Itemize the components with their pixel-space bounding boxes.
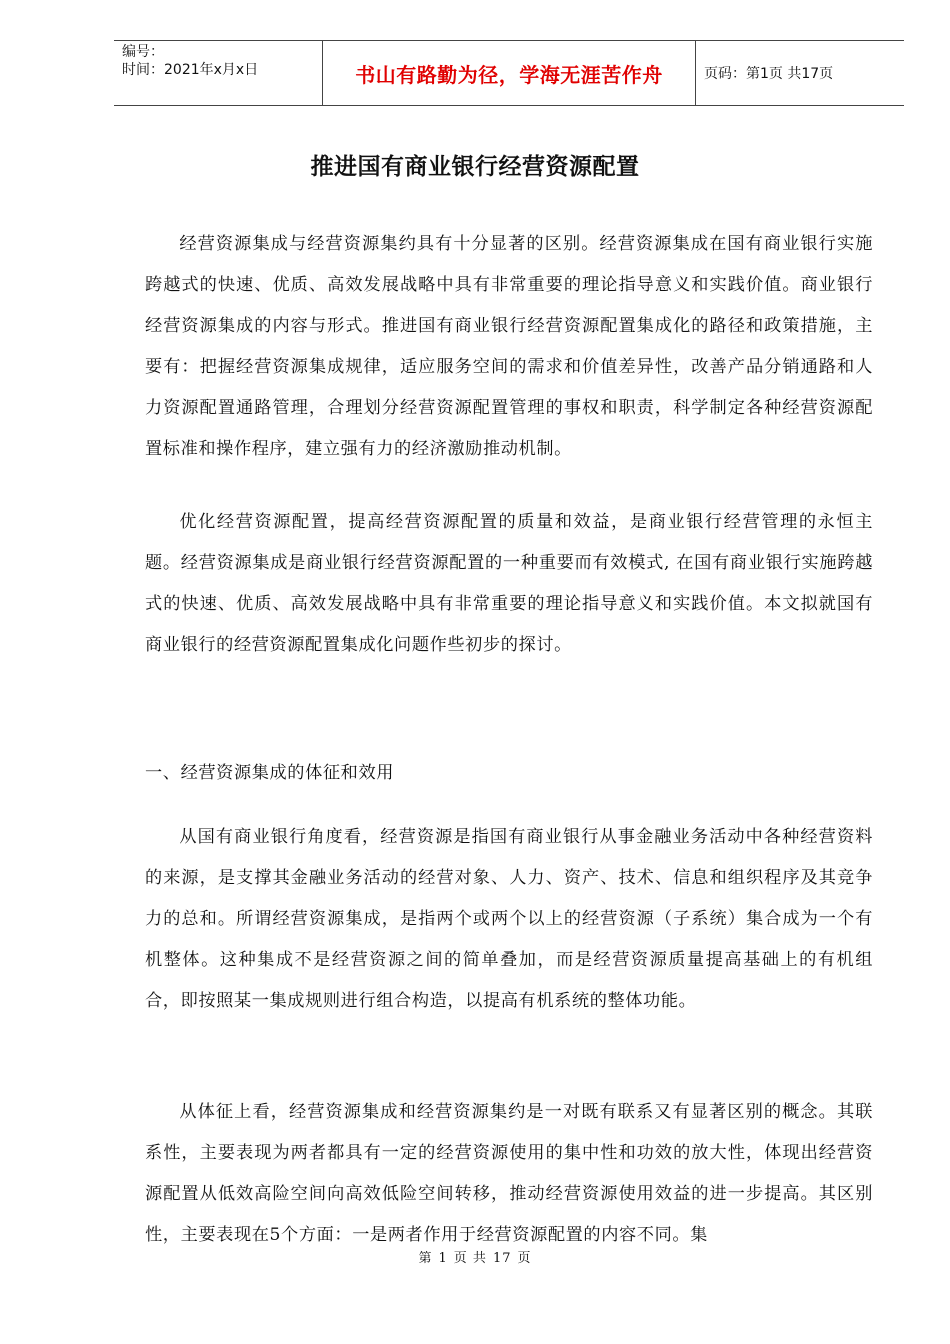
footer-prefix: 第 bbox=[418, 1251, 433, 1266]
paragraph: 经营资源集成与经营资源集约具有十分显著的区别。经营资源集成在国有商业银行实施跨越式的快速、优质、高效发展战略中具有非常重要的理论指导意义和实践价值。商业银行经营资源集成的内容与形式。推进国有商业银行经营资源配置集成化的路径和政策措施，主要有：把握经营资源集成规律，适应服务空间的需求和价值差异性，改善产品分销通路和人力资源配置通路管理，合理划分经营资源配置管理的事权和职责，科学制定各种经营资源配置标准和操作程序，建立强有力的经济激励推动机制。 bbox=[145, 234, 873, 459]
paragraph-block-3 bbox=[145, 817, 873, 1022]
number-label: 编号： bbox=[122, 44, 164, 60]
section-heading-block bbox=[145, 758, 873, 788]
footer-total-pages: 17 bbox=[492, 1251, 512, 1266]
footer-middle: 页 共 bbox=[453, 1251, 487, 1266]
page-footer bbox=[0, 1247, 950, 1266]
paragraph-block-1 bbox=[145, 224, 873, 470]
section-heading: 一、经营资源集成的体征和效用 bbox=[145, 763, 395, 783]
document-title: 推进国有商业银行经营资源配置 bbox=[310, 154, 640, 180]
header-meta-cell bbox=[114, 41, 323, 106]
paragraph-block-2 bbox=[145, 502, 873, 666]
time-label: 时间：2021年x月x日 bbox=[122, 62, 259, 78]
paragraph: 优化经营资源配置，提高经营资源配置的质量和效益，是商业银行经营管理的永恒主题。经营资源集成是商业银行经营资源配置的一种重要而有效模式, 在国有商业银行实施跨越式的快速、优质、高效发展战略中具有非常重要的理论指导意义和实践价值。本文拟就国有商业银行的经营资源配置集成化问题作些初步的探讨。 bbox=[145, 512, 873, 655]
paragraph-block-4 bbox=[145, 1092, 873, 1256]
footer-page-number: 1 bbox=[438, 1251, 448, 1266]
header-motto: 书山有路勤为径，学海无涯苦作舟 bbox=[323, 41, 696, 106]
paragraph: 从体征上看，经营资源集成和经营资源集约是一对既有联系又有显著区别的概念。其联系性，主要表现为两者都具有一定的经营资源使用的集中性和功效的放大性，体现出经营资源配置从低效高险空间向高效低险空间转移，推动经营资源使用效益的进一步提高。其区别性，主要表现在5个方面：一是两者作用于经营资源配置的内容不同。集 bbox=[145, 1102, 873, 1245]
header-table bbox=[114, 40, 904, 106]
footer-suffix: 页 bbox=[517, 1251, 532, 1266]
paragraph: 从国有商业银行角度看，经营资源是指国有商业银行从事金融业务活动中各种经营资料的来源，是支撑其金融业务活动的经营对象、人力、资产、技术、信息和组织程序及其竞争力的总和。所谓经营资源集成，是指两个或两个以上的经营资源（子系统）集合成为一个有机整体。这种集成不是经营资源之间的简单叠加，而是经营资源质量提高基础上的有机组合，即按照某一集成规则进行组合构造，以提高有机系统的整体功能。 bbox=[145, 827, 873, 1011]
header-page-info: 页码：第1页 共17页 bbox=[696, 41, 905, 106]
